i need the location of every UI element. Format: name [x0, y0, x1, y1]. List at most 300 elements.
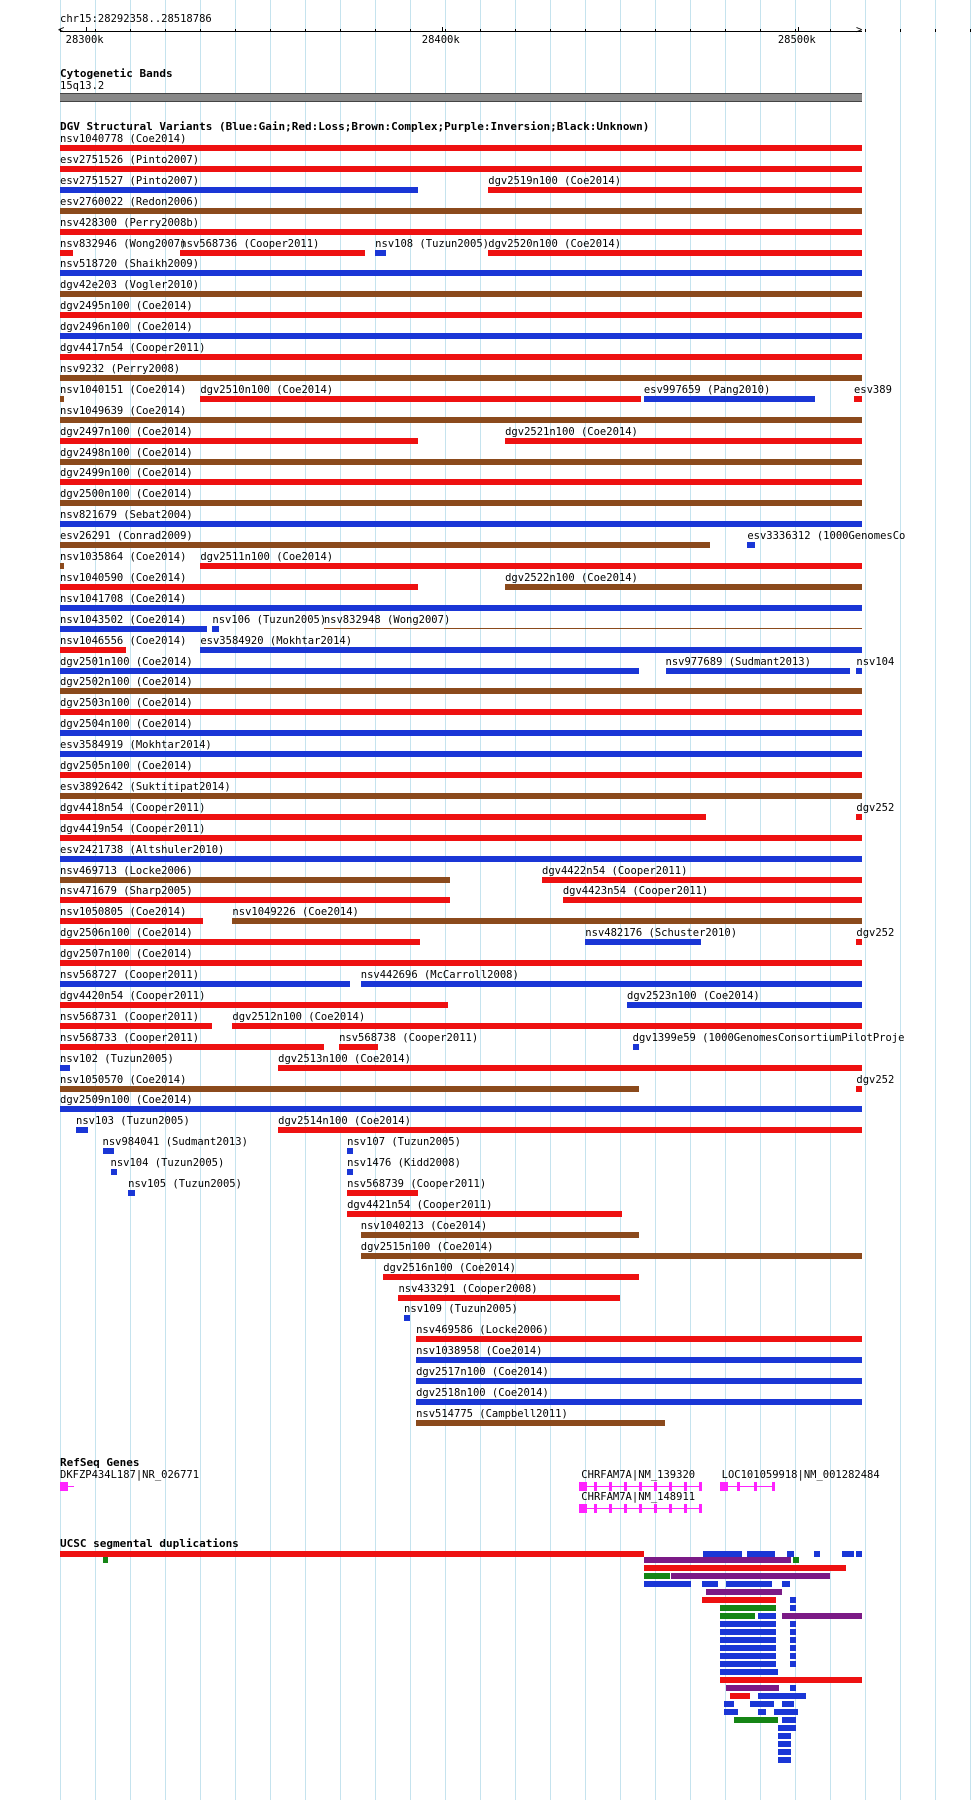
segdup-bar[interactable]: [790, 1637, 796, 1643]
axis-tick: [442, 27, 443, 32]
variant-label: nsv1035864 (Coe2014): [60, 551, 187, 563]
variant-label: nsv1476 (Kidd2008): [347, 1157, 461, 1170]
variant-bar[interactable]: [60, 856, 862, 862]
gene-exon: [624, 1504, 627, 1513]
variant-bar[interactable]: [200, 647, 862, 653]
segdup-bar[interactable]: [790, 1597, 796, 1603]
axis-minor-tick: [935, 29, 936, 32]
variant-label: esv2421738 (Altshuler2010): [60, 843, 225, 856]
variant-bar[interactable]: [416, 1378, 862, 1384]
variant-bar[interactable]: [383, 1274, 639, 1280]
variant-bar[interactable]: [232, 918, 862, 924]
variant-label: nsv518720 (Shaikh2009): [60, 258, 200, 271]
variant-bar[interactable]: [854, 396, 862, 402]
variant-bar[interactable]: [60, 354, 862, 360]
variant-label: dgv2512n100 (Coe2014): [232, 1010, 366, 1023]
variant-label: dgv2503n100 (Coe2014): [60, 697, 193, 710]
segdup-bar[interactable]: [726, 1581, 773, 1587]
variant-bar[interactable]: [278, 1065, 862, 1071]
variant-bar[interactable]: [60, 145, 862, 151]
variant-bar[interactable]: [361, 1232, 639, 1238]
variant-label: dgv4417n54 (Cooper2011): [60, 342, 206, 354]
variant-bar[interactable]: [416, 1399, 862, 1405]
gene-exon: [624, 1482, 627, 1491]
variant-label: nsv428300 (Perry2008b): [60, 216, 200, 229]
gene-exon: [594, 1504, 597, 1513]
segdup-bar[interactable]: [778, 1733, 792, 1739]
gene-exon: [720, 1482, 728, 1491]
variant-label: nsv107 (Tuzun2005): [347, 1136, 461, 1149]
variant-bar[interactable]: [128, 1190, 134, 1196]
grid-line: [935, 0, 936, 1800]
axis-minor-tick: [165, 29, 166, 32]
axis-minor-tick: [760, 29, 761, 32]
variant-label: nsv104: [856, 655, 895, 668]
variant-bar[interactable]: [111, 1169, 117, 1175]
axis-minor-tick: [795, 29, 796, 32]
variant-label: nsv821679 (Sebat2004): [60, 509, 193, 522]
gene-exon: [579, 1504, 587, 1513]
axis-minor-tick: [480, 29, 481, 32]
variant-label: nsv108 (Tuzun2005): [375, 237, 489, 250]
variant-bar[interactable]: [60, 312, 862, 318]
segdup-bar[interactable]: [720, 1605, 776, 1611]
variant-label: dgv2502n100 (Coe2014): [60, 676, 193, 689]
variant-bar[interactable]: [200, 563, 862, 569]
variant-bar[interactable]: [60, 584, 418, 590]
segdup-bar[interactable]: [702, 1597, 777, 1603]
variant-bar[interactable]: [60, 939, 420, 945]
variant-bar[interactable]: [505, 438, 862, 444]
variant-label: nsv102 (Tuzun2005): [60, 1052, 174, 1065]
variant-label: nsv471679 (Sharp2005): [60, 885, 193, 898]
variant-bar[interactable]: [60, 208, 862, 214]
segdup-bar[interactable]: [724, 1709, 738, 1715]
variant-bar[interactable]: [60, 521, 862, 527]
segdup-bar[interactable]: [790, 1605, 796, 1611]
segdup-bar[interactable]: [724, 1701, 734, 1707]
variant-bar[interactable]: [627, 1002, 862, 1008]
axis-minor-tick: [515, 29, 516, 32]
axis-minor-tick: [130, 29, 131, 32]
gene-exon: [639, 1482, 642, 1491]
variant-bar[interactable]: [747, 542, 755, 548]
variant-bar[interactable]: [278, 1127, 862, 1133]
dgv-track-title: DGV Structural Variants (Blue:Gain;Red:Loss;Brown:Complex;Purple:Inversion;Black:Unknown): [60, 120, 650, 133]
variant-label: dgv4421n54 (Cooper2011): [347, 1198, 493, 1211]
segdup-bar[interactable]: [790, 1629, 796, 1635]
variant-label: dgv2500n100 (Coe2014): [60, 488, 193, 501]
gene-label: LOC101059918|NM_001282484: [721, 1469, 880, 1481]
variant-bar[interactable]: [416, 1420, 665, 1426]
variant-bar[interactable]: [200, 396, 640, 402]
variant-label: dgv2518n100 (Coe2014): [416, 1387, 549, 1399]
segdup-bar[interactable]: [720, 1613, 755, 1619]
variant-label: dgv1399e59 (1000GenomesConsortiumPilotProje: [632, 1031, 905, 1044]
segdup-bar[interactable]: [778, 1757, 792, 1763]
variant-label: esv2751527 (Pinto2007): [60, 174, 200, 187]
segdup-bar[interactable]: [842, 1551, 854, 1557]
variant-bar[interactable]: [347, 1148, 353, 1154]
axis-tick-label: 28500k: [777, 34, 816, 46]
segdup-bar[interactable]: [720, 1661, 776, 1667]
variant-label: nsv568736 (Cooper2011): [180, 237, 320, 250]
axis-line: [60, 31, 862, 32]
variant-label: esv3892642 (Suktitipat2014): [60, 780, 231, 793]
segdup-bar[interactable]: [706, 1589, 782, 1595]
variant-bar[interactable]: [585, 939, 700, 945]
variant-label: esv389: [853, 383, 892, 396]
gene-exon: [579, 1482, 587, 1491]
variant-bar[interactable]: [361, 1253, 862, 1259]
segdup-bar[interactable]: [790, 1653, 796, 1659]
variant-bar[interactable]: [212, 626, 218, 632]
variant-label: nsv469586 (Locke2006): [416, 1324, 549, 1337]
axis-minor-tick: [725, 29, 726, 32]
variant-bar[interactable]: [60, 166, 862, 172]
variant-label: nsv104 (Tuzun2005): [110, 1157, 225, 1170]
grid-line: [865, 0, 866, 1800]
variant-bar[interactable]: [856, 939, 862, 945]
variant-label: esv3584919 (Mokhtar2014): [60, 739, 212, 752]
segdup-bar[interactable]: [758, 1693, 806, 1699]
axis-tick: [86, 27, 87, 32]
variant-bar[interactable]: [375, 250, 386, 256]
segdup-bar[interactable]: [774, 1709, 798, 1715]
variant-bar[interactable]: [60, 647, 126, 653]
variant-bar[interactable]: [60, 626, 207, 632]
variant-bar[interactable]: [644, 396, 816, 402]
segdup-bar[interactable]: [730, 1693, 750, 1699]
axis-minor-tick: [865, 29, 866, 32]
variant-bar[interactable]: [542, 877, 862, 883]
variant-bar[interactable]: [60, 688, 862, 694]
segdup-bar[interactable]: [793, 1557, 799, 1563]
variant-bar[interactable]: [60, 375, 862, 381]
segdup-bar[interactable]: [778, 1725, 796, 1731]
variant-bar[interactable]: [60, 438, 418, 444]
variant-bar[interactable]: [60, 542, 710, 548]
variant-label: esv2751526 (Pinto2007): [60, 153, 200, 166]
variant-bar[interactable]: [60, 793, 862, 799]
axis-minor-tick: [585, 29, 586, 32]
variant-bar[interactable]: [416, 1357, 862, 1363]
axis-minor-tick: [410, 29, 411, 32]
axis-tick-label: 28400k: [421, 34, 460, 46]
variant-bar[interactable]: [856, 814, 862, 820]
variant-bar[interactable]: [856, 1086, 862, 1092]
variant-label: esv26291 (Conrad2009): [60, 530, 193, 543]
variant-bar[interactable]: [60, 668, 639, 674]
variant-bar[interactable]: [339, 1044, 378, 1050]
variant-bar[interactable]: [60, 835, 862, 841]
variant-bar[interactable]: [60, 396, 64, 402]
variant-bar[interactable]: [488, 187, 862, 193]
variant-label: nsv984041 (Sudmant2013): [102, 1136, 248, 1149]
axis-minor-tick: [655, 29, 656, 32]
gene-label: CHRFAM7A|NM_139320: [581, 1469, 696, 1481]
variant-label: nsv469713 (Locke2006): [60, 864, 193, 877]
variant-bar[interactable]: [60, 563, 64, 569]
axis-minor-tick: [375, 29, 376, 32]
variant-label: dgv2501n100 (Coe2014): [60, 655, 193, 668]
variant-label: nsv977689 (Sudmant2013): [665, 655, 811, 668]
variant-label: esv3336312 (1000GenomesCo: [747, 530, 906, 543]
segdup-bar[interactable]: [856, 1551, 862, 1557]
variant-bar[interactable]: [60, 605, 862, 611]
segdup-bar[interactable]: [734, 1717, 778, 1723]
segdup-bar[interactable]: [644, 1565, 846, 1571]
variant-bar[interactable]: [666, 668, 850, 674]
variant-bar[interactable]: [60, 751, 862, 757]
segdup-bar[interactable]: [726, 1685, 780, 1691]
variant-bar[interactable]: [60, 877, 450, 883]
variant-bar[interactable]: [398, 1295, 619, 1301]
variant-label: dgv2499n100 (Coe2014): [60, 467, 193, 480]
gene-model[interactable]: [722, 1486, 774, 1487]
variant-bar[interactable]: [60, 291, 862, 297]
variant-label: dgv252: [856, 927, 895, 940]
variant-bar[interactable]: [60, 479, 862, 485]
segdup-bar[interactable]: [778, 1741, 792, 1747]
variant-label: dgv4423n54 (Cooper2011): [562, 885, 709, 898]
variant-label: nsv1038958 (Coe2014): [416, 1345, 543, 1358]
variant-label: dgv2496n100 (Coe2014): [60, 321, 193, 334]
variant-bar[interactable]: [633, 1044, 639, 1050]
cytoband-label: 15q13.2: [60, 80, 105, 92]
variant-label: nsv482176 (Schuster2010): [585, 927, 738, 940]
gene-exon: [684, 1482, 687, 1491]
variant-label: nsv568739 (Cooper2011): [347, 1178, 487, 1190]
variant-label: dgv252: [856, 801, 895, 814]
gene-exon: [654, 1482, 657, 1491]
variant-bar[interactable]: [60, 897, 450, 903]
variant-bar[interactable]: [60, 459, 862, 465]
variant-bar[interactable]: [60, 187, 418, 193]
variant-bar[interactable]: [60, 500, 862, 506]
variant-label: dgv2510n100 (Coe2014): [200, 383, 334, 396]
variant-bar[interactable]: [60, 417, 862, 423]
cytoband-bar[interactable]: [60, 93, 862, 102]
variant-label: dgv2505n100 (Coe2014): [60, 760, 193, 772]
variant-label: dgv2522n100 (Coe2014): [505, 571, 638, 584]
axis-minor-tick: [690, 29, 691, 32]
gene-exon: [639, 1504, 642, 1513]
variant-bar[interactable]: [232, 1023, 862, 1029]
segdup-bar[interactable]: [720, 1637, 776, 1643]
axis-minor-tick: [200, 29, 201, 32]
axis-minor-tick: [270, 29, 271, 32]
segdup-bar[interactable]: [644, 1557, 792, 1563]
variant-bar[interactable]: [488, 250, 862, 256]
segdup-track-title: UCSC segmental duplications: [60, 1537, 239, 1550]
variant-label: esv997659 (Pang2010): [643, 383, 771, 396]
gene-exon: [737, 1482, 740, 1491]
variant-label: dgv2523n100 (Coe2014): [627, 989, 760, 1002]
gene-exon: [609, 1482, 612, 1491]
gene-exon: [754, 1482, 757, 1491]
variant-label: dgv2515n100 (Coe2014): [360, 1240, 494, 1253]
variant-bar[interactable]: [416, 1336, 862, 1342]
segdup-bar[interactable]: [758, 1709, 766, 1715]
segdup-bar[interactable]: [814, 1551, 820, 1557]
variant-label: nsv1050805 (Coe2014): [60, 906, 187, 919]
variant-label: nsv568738 (Cooper2011): [339, 1031, 479, 1044]
variant-bar[interactable]: [60, 814, 706, 820]
gene-label: CHRFAM7A|NM_148911: [581, 1491, 696, 1503]
variant-label: dgv252: [856, 1073, 895, 1086]
gene-label: DKFZP434L187|NR_026771: [60, 1469, 200, 1481]
variant-bar[interactable]: [563, 897, 862, 903]
variant-label: nsv832946 (Wong2007): [60, 237, 187, 250]
variant-bar[interactable]: [60, 1065, 70, 1071]
variant-label: nsv1049639 (Coe2014): [60, 404, 187, 417]
variant-label: dgv2504n100 (Coe2014): [60, 718, 193, 731]
segdup-bar[interactable]: [720, 1645, 776, 1651]
segdup-bar[interactable]: [750, 1701, 774, 1707]
variant-label: nsv1050570 (Coe2014): [60, 1073, 187, 1086]
variant-label: dgv2495n100 (Coe2014): [60, 300, 193, 313]
cytoband-track-title: Cytogenetic Bands: [60, 67, 173, 80]
gene-exon: [684, 1504, 687, 1513]
variant-label: dgv2506n100 (Coe2014): [60, 927, 193, 940]
variant-label: nsv568731 (Cooper2011): [60, 1010, 200, 1023]
variant-bar[interactable]: [347, 1190, 418, 1196]
variant-bar[interactable]: [60, 1023, 212, 1029]
variant-bar[interactable]: [76, 1127, 88, 1133]
segdup-bar[interactable]: [644, 1581, 691, 1587]
variant-label: esv3584920 (Mokhtar2014): [200, 634, 353, 647]
segdup-bar[interactable]: [103, 1557, 109, 1563]
segdup-bar[interactable]: [644, 1573, 670, 1579]
segdup-bar[interactable]: [758, 1613, 776, 1619]
grid-line: [900, 0, 901, 1800]
axis-minor-tick: [95, 29, 96, 32]
variant-bar[interactable]: [60, 1044, 324, 1050]
gene-exon: [654, 1504, 657, 1513]
segdup-bar[interactable]: [782, 1613, 862, 1619]
segdup-bar[interactable]: [790, 1661, 796, 1667]
variant-bar[interactable]: [60, 1086, 639, 1092]
variant-bar[interactable]: [60, 1002, 448, 1008]
segdup-bar[interactable]: [702, 1581, 718, 1587]
axis-minor-tick: [445, 29, 446, 32]
gene-exon: [60, 1482, 68, 1491]
refseq-track-title: RefSeq Genes: [60, 1456, 140, 1469]
variant-label: nsv103 (Tuzun2005): [76, 1115, 190, 1128]
segdup-bar[interactable]: [782, 1581, 790, 1587]
gene-exon: [609, 1504, 612, 1513]
variant-label: dgv2519n100 (Coe2014): [488, 174, 622, 187]
variant-bar[interactable]: [505, 584, 862, 590]
variant-label: dgv2514n100 (Coe2014): [278, 1115, 411, 1128]
variant-label: nsv568733 (Cooper2011): [60, 1031, 200, 1044]
segdup-bar[interactable]: [720, 1669, 778, 1675]
axis-minor-tick: [550, 29, 551, 32]
variant-label: dgv2498n100 (Coe2014): [60, 446, 193, 459]
axis-tick-label: 28300k: [65, 34, 104, 46]
variant-label: dgv2511n100 (Coe2014): [200, 551, 334, 563]
variant-label: dgv4422n54 (Cooper2011): [542, 864, 688, 877]
axis-arrow-left: <: [58, 24, 65, 36]
position-label: chr15:28292358..28518786: [60, 13, 212, 25]
segdup-bar[interactable]: [720, 1621, 776, 1627]
segdup-bar[interactable]: [671, 1573, 830, 1579]
variant-label: nsv1040213 (Coe2014): [360, 1219, 488, 1232]
variant-bar[interactable]: [347, 1211, 622, 1217]
segdup-bar[interactable]: [790, 1621, 796, 1627]
segdup-bar[interactable]: [720, 1677, 862, 1683]
gene-exon: [699, 1504, 702, 1513]
variant-bar[interactable]: [60, 918, 203, 924]
variant-bar[interactable]: [60, 960, 862, 966]
axis-minor-tick: [900, 29, 901, 32]
gene-exon: [772, 1482, 775, 1491]
variant-label: nsv106 (Tuzun2005): [212, 613, 327, 626]
variant-label: dgv4420n54 (Cooper2011): [60, 989, 206, 1002]
gene-exon: [594, 1482, 597, 1491]
variant-label: dgv2517n100 (Coe2014): [416, 1366, 549, 1379]
variant-bar[interactable]: [60, 333, 862, 339]
variant-bar[interactable]: [60, 772, 862, 778]
segdup-bar[interactable]: [790, 1685, 796, 1691]
segdup-bar[interactable]: [60, 1551, 644, 1557]
variant-bar[interactable]: [60, 981, 350, 987]
variant-label: dgv2521n100 (Coe2014): [505, 425, 638, 438]
variant-label: dgv2520n100 (Coe2014): [488, 237, 622, 250]
segdup-bar[interactable]: [782, 1717, 796, 1723]
variant-bar[interactable]: [347, 1169, 353, 1175]
variant-label: nsv1041708 (Coe2014): [60, 592, 187, 605]
variant-label: dgv4418n54 (Cooper2011): [60, 801, 206, 814]
variant-label: nsv442696 (McCarroll2008): [360, 969, 519, 981]
variant-label: nsv109 (Tuzun2005): [404, 1303, 518, 1316]
variant-bar[interactable]: [60, 730, 862, 736]
variant-label: nsv568727 (Cooper2011): [60, 969, 200, 981]
variant-label: nsv105 (Tuzun2005): [128, 1178, 242, 1190]
axis-tick: [798, 27, 799, 32]
axis-minor-tick: [340, 29, 341, 32]
variant-label: dgv2507n100 (Coe2014): [60, 948, 193, 961]
variant-bar[interactable]: [324, 628, 862, 629]
axis-minor-tick: [305, 29, 306, 32]
variant-bar[interactable]: [60, 229, 862, 235]
segdup-bar[interactable]: [782, 1701, 794, 1707]
variant-label: nsv433291 (Cooper2008): [398, 1282, 538, 1295]
variant-bar[interactable]: [103, 1148, 114, 1154]
variant-label: nsv1043502 (Coe2014): [60, 613, 187, 626]
variant-label: dgv2497n100 (Coe2014): [60, 425, 193, 438]
variant-label: nsv9232 (Perry2008): [60, 362, 181, 375]
variant-bar[interactable]: [361, 981, 862, 987]
variant-label: dgv2513n100 (Coe2014): [278, 1052, 411, 1065]
variant-label: nsv514775 (Campbell2011): [416, 1407, 568, 1420]
variant-label: dgv42e203 (Vogler2010): [60, 279, 200, 292]
segdup-bar[interactable]: [778, 1749, 792, 1755]
variant-bar[interactable]: [856, 668, 862, 674]
variant-bar[interactable]: [60, 250, 73, 256]
variant-bar[interactable]: [404, 1315, 410, 1321]
variant-bar[interactable]: [60, 709, 862, 715]
axis-minor-tick: [235, 29, 236, 32]
variant-label: dgv2509n100 (Coe2014): [60, 1094, 193, 1107]
segdup-bar[interactable]: [720, 1629, 776, 1635]
variant-bar[interactable]: [60, 270, 862, 276]
variant-bar[interactable]: [180, 250, 364, 256]
segdup-bar[interactable]: [720, 1653, 776, 1659]
variant-bar[interactable]: [60, 1106, 862, 1112]
segdup-bar[interactable]: [790, 1645, 796, 1651]
